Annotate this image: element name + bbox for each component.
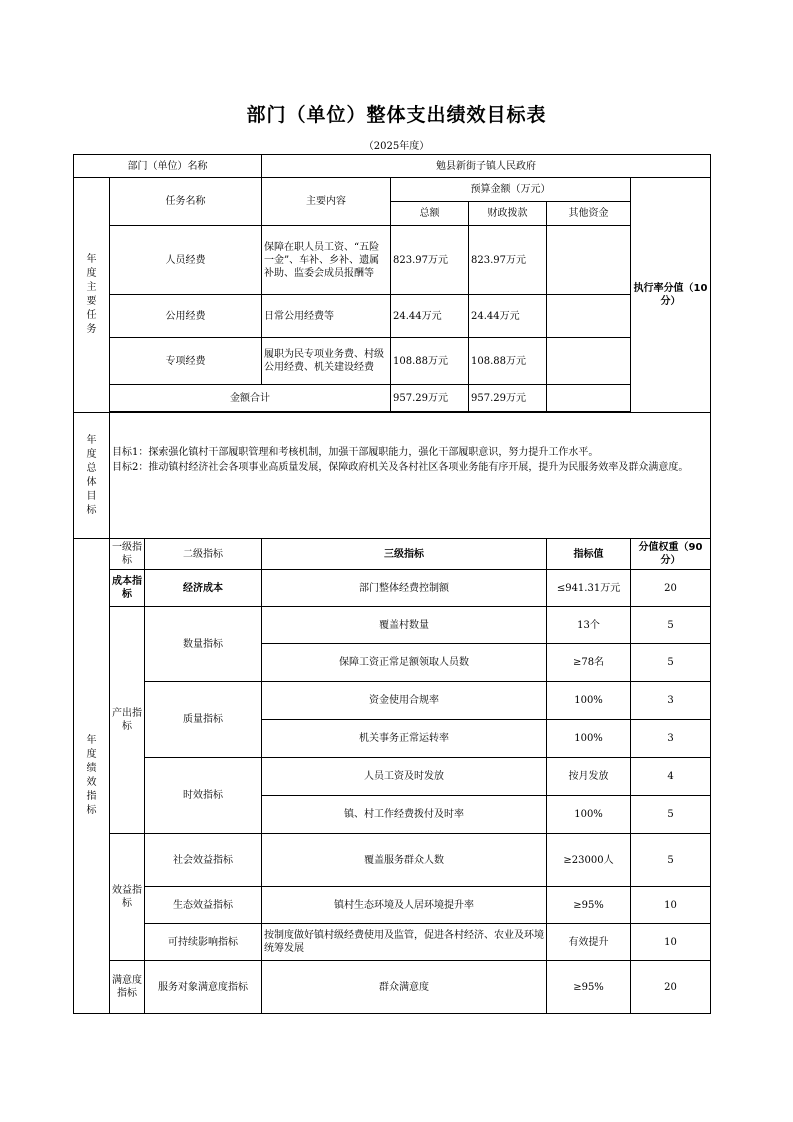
task-content: 履职为民专项业务费、村级公用经费、机关建设经费	[262, 338, 391, 385]
indicator-name: 资金使用合规率	[262, 682, 547, 720]
task-total: 823.97万元	[391, 226, 469, 295]
indicator-weight: 5	[631, 607, 711, 644]
indicator-value: 13个	[547, 607, 631, 644]
benefit-indicator-label: 效益指标	[110, 834, 145, 961]
indicator-name: 按制度做好镇村级经费使用及监管，促进各村经济、农业及环境统筹发展	[262, 924, 547, 961]
indicator-weight: 5	[631, 834, 711, 887]
dept-name-label: 部门（单位）名称	[74, 155, 262, 178]
indicator-value: 100%	[547, 720, 631, 758]
annual-indicators-label: 年度绩效指标	[74, 539, 110, 1014]
weight-header: 分值权重（90分）	[631, 539, 711, 570]
task-name: 专项经费	[110, 338, 262, 385]
annual-tasks-label: 年度主要任务	[74, 178, 110, 413]
performance-table	[73, 154, 711, 1014]
budget-header: 预算金额（万元）	[391, 178, 631, 202]
indicator-weight: 4	[631, 758, 711, 796]
indicator-weight: 5	[631, 644, 711, 682]
indicator-weight: 3	[631, 720, 711, 758]
indicator-name: 镇、村工作经费拨付及时率	[262, 796, 547, 834]
sum-other	[547, 385, 631, 412]
sum-label: 金额合计	[110, 385, 391, 412]
social-benefit-label: 社会效益指标	[145, 834, 262, 887]
task-fiscal: 108.88万元	[469, 338, 547, 385]
dept-name-value: 勉县新街子镇人民政府	[262, 155, 711, 178]
page-title: 部门（单位）整体支出绩效目标表	[246, 104, 547, 126]
quantity-indicator-label: 数量指标	[145, 607, 262, 682]
indicator-name: 部门整体经费控制额	[262, 570, 547, 607]
value-header: 指标值	[547, 539, 631, 570]
indicator-name: 覆盖村数量	[262, 607, 547, 644]
main-content-header: 主要内容	[262, 178, 391, 226]
indicator-name: 群众满意度	[262, 961, 547, 1014]
task-other	[547, 226, 631, 295]
timeliness-indicator-label: 时效指标	[145, 758, 262, 834]
goal-1: 目标1：探索强化镇村干部履职管理和考核机制，加强干部履职能力，强化干部履职意识，努力提升工作水平。	[112, 447, 599, 458]
indicator-value: ≥78名	[547, 644, 631, 682]
service-satisfaction-label: 服务对象满意度指标	[145, 961, 262, 1014]
level3-header: 三级指标	[262, 539, 547, 570]
other-header: 其他资金	[547, 202, 631, 226]
indicator-weight: 20	[631, 570, 711, 607]
sustainable-impact-label: 可持续影响指标	[145, 924, 262, 961]
indicator-name: 机关事务正常运转率	[262, 720, 547, 758]
task-total: 24.44万元	[391, 295, 469, 338]
indicator-weight: 10	[631, 924, 711, 961]
task-fiscal: 24.44万元	[469, 295, 547, 338]
task-other	[547, 295, 631, 338]
level2-header: 二级指标	[145, 539, 262, 570]
indicator-weight: 3	[631, 682, 711, 720]
year-label: （2025年度）	[363, 141, 430, 152]
level1-header: 一级指标	[110, 539, 145, 570]
indicator-name: 镇村生态环境及人居环境提升率	[262, 887, 547, 924]
indicator-weight: 5	[631, 796, 711, 834]
indicator-value: 有效提升	[547, 924, 631, 961]
fiscal-header: 财政拨款	[469, 202, 547, 226]
indicator-name: 保障工资正常足额领取人员数	[262, 644, 547, 682]
satisfaction-indicator-label: 满意度指标	[110, 961, 145, 1014]
ecological-benefit-label: 生态效益指标	[145, 887, 262, 924]
task-content: 保障在职人员工资、“五险一金”、车补、乡补、遗属补助、监委会成员报酬等	[262, 226, 391, 295]
sum-total: 957.29万元	[391, 385, 469, 412]
cost-indicator-label: 成本指标	[110, 570, 145, 607]
indicator-value: ≥23000人	[547, 834, 631, 887]
annual-goal-label: 年度总体目标	[74, 413, 110, 539]
indicator-weight: 20	[631, 961, 711, 1014]
task-name: 公用经费	[110, 295, 262, 338]
indicator-weight: 10	[631, 887, 711, 924]
indicator-value: 100%	[547, 796, 631, 834]
output-indicator-label: 产出指标	[110, 607, 145, 834]
indicator-name: 覆盖服务群众人数	[262, 834, 547, 887]
indicator-value: ≥95%	[547, 961, 631, 1014]
task-other	[547, 338, 631, 385]
execution-score-header: 执行率分值（10分）	[631, 178, 711, 413]
task-fiscal: 823.97万元	[469, 226, 547, 295]
indicator-value: ≤941.31万元	[547, 570, 631, 607]
indicator-value: 按月发放	[547, 758, 631, 796]
quality-indicator-label: 质量指标	[145, 682, 262, 758]
task-name: 人员经费	[110, 226, 262, 295]
economic-cost-label: 经济成本	[145, 570, 262, 607]
total-header: 总额	[391, 202, 469, 226]
goal-2: 目标2：推动镇村经济社会各项事业高质量发展，保障政府机关及各村社区各项业务能有序开展，提升为民服务效率及群众满意度。	[112, 462, 689, 473]
task-content: 日常公用经费等	[262, 295, 391, 338]
indicator-value: 100%	[547, 682, 631, 720]
sum-fiscal: 957.29万元	[469, 385, 547, 412]
indicator-name: 人员工资及时发放	[262, 758, 547, 796]
task-name-header: 任务名称	[110, 178, 262, 226]
indicator-value: ≥95%	[547, 887, 631, 924]
task-total: 108.88万元	[391, 338, 469, 385]
